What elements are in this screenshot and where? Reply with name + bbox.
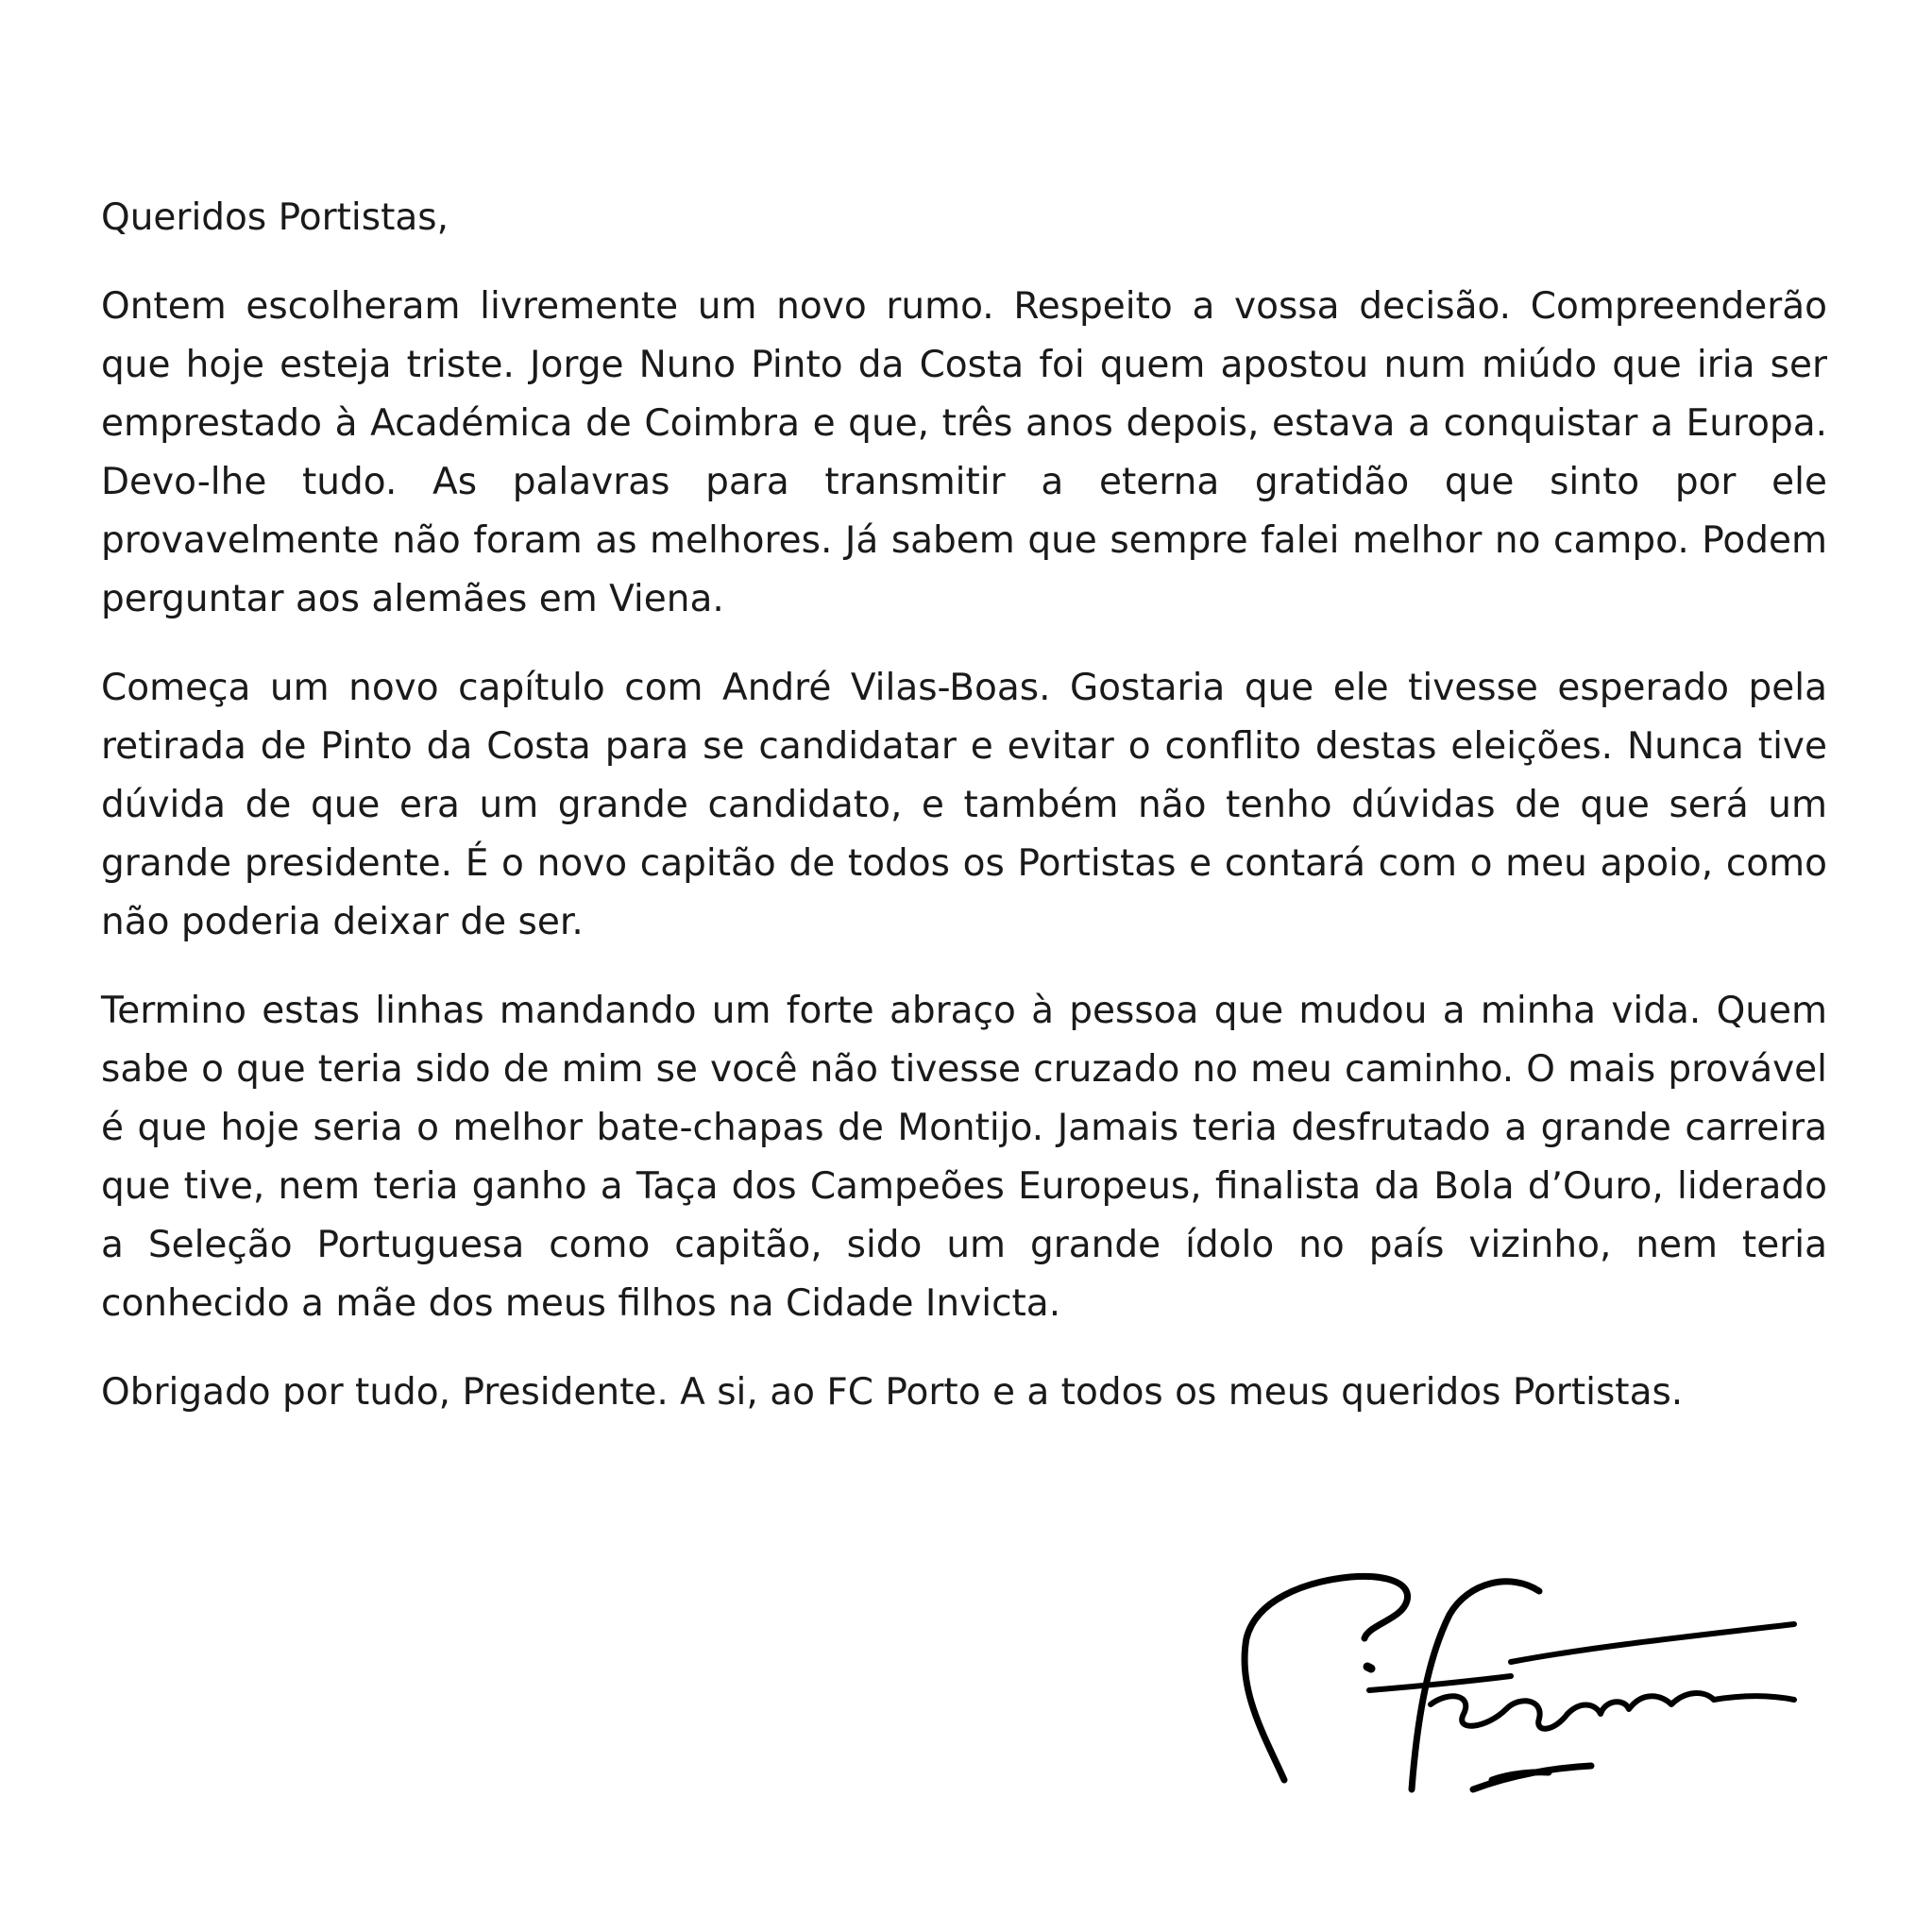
signature-underline <box>1473 1766 1591 1789</box>
handwritten-signature <box>1228 1549 1813 1851</box>
paragraph-2: Começa um novo capítulo com André Vilas-Boas. Gostaria que ele tivesse esperado pela retirada de Pinto da Costa para se candidatar e evitar o conflito destas eleições. Nunca tive dúvida de que era um grande candidato, e também não tenho dúvidas de que será um grande presidente. É o novo capitão de todos os Portistas e contará com o meu apoio, como não poderia deixar de ser. <box>101 667 1827 943</box>
signature-drawing <box>1228 1549 1813 1851</box>
closing-line: Obrigado por tudo, Presidente. A si, ao FC Porto e a todos os meus queridos Portistas. <box>101 1371 1684 1414</box>
signature-flourish-top <box>1511 1624 1794 1662</box>
signature-stroke-initial <box>1245 1576 1408 1780</box>
paragraph-3: Termino estas linhas mandando um forte abraço à pessoa que mudou a minha vida. Quem sabe o que teria sido de mim se você não tivesse cruzado no meu caminho. O mais provável é que hoje seria o melhor bate-chapas de Montijo. Jamais teria desfrutado a grande carreira que tive, nem teria ganho a Taça dos Campeões Europeus, finalista da Bola d’Ouro, liderado a Seleção Portuguesa como capitão, sido um grande ídolo no país vizinho, nem teria conhecido a mãe dos meus filhos na Cidade Invicta. <box>101 990 1827 1325</box>
paragraph-1: Ontem escolheram livremente um novo rumo. Respeito a vossa decisão. Compreenderão que hoje esteja triste. Jorge Nuno Pinto da Costa foi quem apostou num miúdo que iria ser emprestado à Académica de Coimbra e que, três anos depois, estava a conquistar a Europa. Devo-lhe tudo. As palavras para transmitir a eterna gratidão que sinto por ele provavelmente não foram as melhores. Já sabem que sempre falei melhor no campo. Podem perguntar aos alemães em Viena. <box>101 285 1827 620</box>
salutation: Queridos Portistas, <box>101 196 449 239</box>
signature-dot <box>1367 1667 1371 1669</box>
signature-stroke-middle <box>1431 1696 1568 1728</box>
signature-crossbar <box>1369 1676 1511 1690</box>
signature-flourish-right <box>1714 1696 1794 1700</box>
letter-body <box>101 189 1827 1422</box>
signature-stroke-tail <box>1568 1693 1714 1714</box>
